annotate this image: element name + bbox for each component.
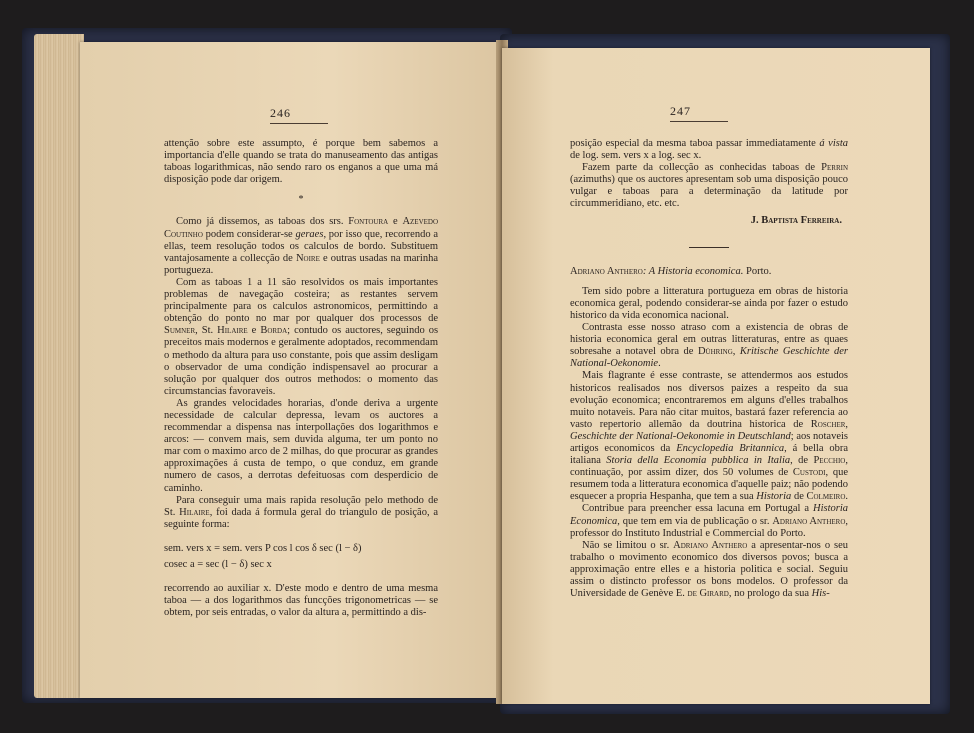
- text: .: [845, 491, 848, 503]
- paragraph: Tem sido pobre a litteratura portugueza em obras de historia economica geral, podendo considerar-se ainda por fazer o estudo historico da vida economica nacional.: [570, 285, 848, 321]
- formula: sem. vers x = sem. vers P cos l cos δ sec (l − δ): [164, 542, 362, 554]
- paragraph: [164, 216, 438, 276]
- author-name: Perrin: [821, 162, 848, 174]
- left-page: [80, 42, 500, 698]
- author-name: Fontoura: [348, 216, 389, 228]
- text: , á bella obra italiana: [570, 442, 849, 467]
- text: , St.: [195, 325, 214, 337]
- emphasis: Storia della Economia pubblica in Italia: [606, 455, 791, 467]
- author-name: Dühring: [697, 346, 733, 358]
- paragraph: Contrasta esse nosso atraso com a existencia de obras de historia economica geral em outras litteraturas, entre as quaes sobresahe a notavel obra de Dühring, Kritische Geschichte der National-Oekonomie.: [570, 322, 848, 370]
- paragraph: Mais flagrante é esse contraste, se attendermos aos estudos historicos realisados nos diversos paizes a respeito da sua evolução economica; encontraremos em alguns d'elles trabalhos muito notaveis. Para não citar muitos, bastará fazer referencia ao vasto repertorio allemão da doutrina historica de Roscher, Geschichte der National-Oekonomie in Deutschland; aos notaveis artigos economicos da Encyclopedia Britannica, á bella obra italiana Storia della Economia pubblica in Italia, de Pecchio, continuação, por assim dizer, dos 50 volumes de Custodi, que resumem toda a litteratura economica d'aquelle paiz; não podendo esquecer a propria Hespanha, que tem a sua Historia de Colmeiro.: [570, 370, 849, 503]
- text: , que tem em via de publicação o sr.: [617, 515, 770, 527]
- header-rule: [670, 121, 728, 122]
- text: Não se limitou o sr.: [582, 539, 670, 551]
- left-page-body: [164, 138, 438, 619]
- author-name: Sumner: [164, 325, 196, 337]
- author-name: Adriano Anthero: [772, 515, 846, 527]
- author-name: Borda: [260, 325, 288, 337]
- heading-place: Porto.: [745, 265, 772, 277]
- paragraph: As grandes velocidades horarias, d'onde deriva a urgente necessidade de calcular depressa, levam os auctores a recommendar a dispensa nas interpollações dos logarithmos e arcos: — convem mais, sem duvida alguma, ter um ponto no mar com o maximo arco de 2 milhas, do que procurar as grandes approximações á custa de tempo, o que conduz, em grande numero de casos, a derrotas defeituosas com desperdicio de caminho.: [164, 397, 438, 494]
- text: podem considerar-se: [205, 228, 293, 240]
- emphasis: Geschichte der National-Oekonomie in Deutschland: [570, 430, 791, 442]
- text: Contrasta esse nosso atraso com a existencia de obras de historia economica geral em outras litteraturas, entre as quaes sobresahe a notavel obra de: [570, 322, 848, 358]
- text: Para conseguir uma mais rapida resolução pelo methodo de St.: [164, 494, 438, 518]
- text: e: [392, 216, 398, 228]
- paragraph: [164, 277, 438, 398]
- text: , professor do Instituto Industrial e Commercial do Porto.: [570, 515, 849, 539]
- text: ; contudo os auctores, seguindo os preceitos mais modernos e geralmente adoptados, recommendam o methodo da altura para uso constante, pois que assim desligam o observador de uma condição indispensavel ao procurar a solução por qualquer dos outros methodos: o momento das circumstancias favoraveis.: [164, 325, 439, 397]
- paragraph: [570, 138, 848, 162]
- left-page-number: [270, 106, 328, 124]
- author-name: Adriano Anthero: [673, 539, 748, 551]
- page-edges: [34, 34, 84, 698]
- author-name: Noire: [295, 252, 320, 264]
- author-name: Hilaire: [217, 325, 248, 337]
- author-name: Azevedo Coutinho: [164, 216, 439, 240]
- text: Fazem parte da collecção as conhecidas taboas de: [582, 162, 816, 174]
- emphasis: Encyclopedia Britannica: [676, 442, 785, 454]
- formula: cosec a = sec (l − δ) sec x: [164, 559, 272, 570]
- text: , de: [790, 455, 809, 467]
- emphasis: Historia Economica: [570, 503, 848, 527]
- text: a apresentar-nos o seu trabalho o movimento economico dos diversos povos; busca a approximação entre elles e a historia politica e social. Seguiu assim o distincto professor os bons modelos. O professor da Universidade de Genève: [570, 539, 849, 600]
- text: (azimuths) que os auctores apresentam sob uma disposição pouco vulgar e taboas para a determinação da latitude por circummeridiano, etc. etc.: [570, 174, 848, 210]
- emphasis: Kritische Geschichte der National-Oekonomie: [570, 346, 848, 370]
- text: e outras usadas na marinha portugueza.: [164, 252, 439, 276]
- section-separator: *: [298, 194, 304, 206]
- text: Com as taboas 1 a 11 são resolvidos os mais importantes problemas de navegação costeira; as restantes servem principalmente para os calculos astronomicos, permittindo a obtenção do ponto no mar por qualquer dos processos de: [164, 276, 438, 325]
- author-name: E. de Girard: [675, 588, 729, 600]
- text: de log. sem. vers x a log. sec x.: [570, 150, 702, 162]
- text: ; aos notaveis artigos economicos da: [570, 430, 849, 454]
- paragraph: [570, 503, 848, 539]
- text: , por isso que, recorrendo a ellas, teem resolução todos os calculos de bordo. Substituem vantajosamente a collecção de: [164, 228, 438, 264]
- emphasis: Historia: [756, 491, 792, 503]
- author-name: Hilaire: [179, 506, 210, 518]
- paragraph: recorrendo ao auxiliar x. D'este modo e dentro de uma mesma taboa — a dos logarithmos das funcções trigonometricas — se obtem, por seis entradas, o valor da altura a, permittindo a dis-: [164, 583, 438, 619]
- text: e: [251, 325, 257, 337]
- signature: J. Baptista Ferreira.: [750, 214, 842, 226]
- text: Contribue para preencher essa lacuna em Portugal a: [582, 503, 810, 515]
- review-heading: [570, 266, 848, 278]
- header-rule: [270, 123, 328, 124]
- text: , no prologo da sua: [728, 588, 810, 600]
- text: de: [793, 491, 804, 503]
- paragraph: [164, 495, 438, 531]
- paragraph: [570, 162, 848, 210]
- paragraph: attenção sobre este assumpto, é porque bem sabemos a importancia d'elle quando se trata do manuseamento das antigas taboas logarithmicas, não sendo raro os enganos a que uma má disposição pode dar origem.: [164, 138, 438, 186]
- text: , foi dada á formula geral do triangulo de posição, a seguinte forma:: [164, 506, 439, 530]
- text: Mais flagrante é esse contraste, se attendermos aos estudos historicos realisados nos diversos paizes a respeito da sua evolução economica; encontraremos em alguns d'elles trabalhos muito notaveis. Para não citar muitos, bastará fazer referencia ao vasto repertorio allemão da doutrina historica de: [570, 370, 848, 430]
- text: posição especial da mesma taboa passar immediatamente: [570, 138, 816, 149]
- heading-title: : A Historia economica.: [642, 265, 744, 277]
- author-name: Pecchio: [813, 455, 846, 467]
- author-name: Roscher: [810, 418, 846, 430]
- right-page-number-text: 247: [670, 104, 691, 118]
- text: , continuação, por assim dizer, dos 50 volumes de: [570, 455, 848, 479]
- right-page-body: [570, 138, 848, 600]
- author-name: Colmeiro: [806, 491, 846, 503]
- paragraph: [570, 540, 848, 600]
- right-page: [502, 48, 930, 704]
- left-page-number-text: 246: [270, 106, 291, 120]
- emphasis: geraes: [295, 228, 324, 240]
- author-name: Custodi: [792, 467, 826, 479]
- emphasis: His-: [811, 588, 830, 600]
- section-rule: [689, 247, 729, 248]
- text: Como já dissemos, as taboas dos srs.: [176, 216, 344, 228]
- emphasis: á vista: [819, 138, 848, 149]
- right-page-number: [670, 104, 728, 122]
- heading-author: Adriano Anthero: [570, 265, 643, 277]
- text: , que resumem toda a litteratura economica d'aquelle paiz; não podendo esquecer a propria Hespanha, que tem a sua: [570, 467, 848, 503]
- text: .: [658, 358, 661, 370]
